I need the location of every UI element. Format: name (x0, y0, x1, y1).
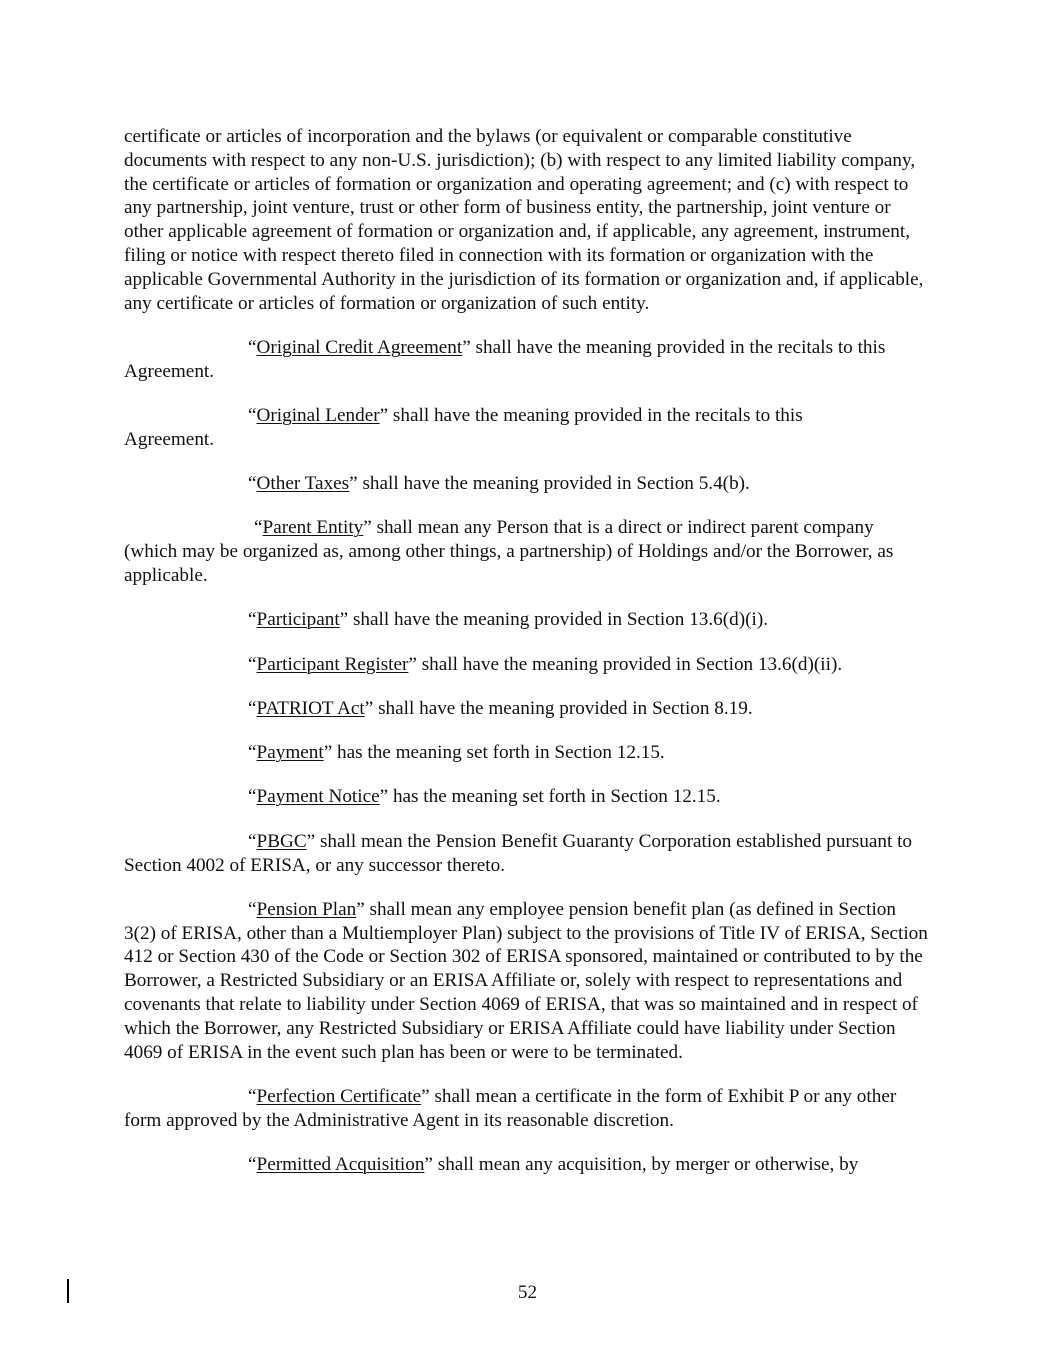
defined-term: Other Taxes (256, 473, 350, 495)
definition-pension-plan (124, 898, 928, 1065)
open-quote: “ (248, 697, 257, 719)
open-quote: “ (248, 1154, 257, 1175)
open-quote: “ (248, 609, 257, 631)
open-quote: “ (248, 786, 257, 808)
defined-term: Payment Notice (256, 786, 380, 808)
definition-text: ” shall have the meaning provided in Section 8.19. (364, 697, 753, 719)
open-quote: “ (248, 336, 257, 358)
defined-term: Pension Plan (256, 898, 357, 920)
open-quote: “ (248, 742, 257, 764)
definition-text: ” shall have the meaning provided in Section 13.6(d)(ii). (408, 653, 843, 675)
definition-original-credit-agreement (124, 336, 928, 384)
definition-text: ” shall mean a certificate in the form of Exhibit P or any other form approved by the Administrative Agent in its reasonable discretion. (124, 1085, 897, 1131)
defined-term: PATRIOT Act (256, 697, 365, 719)
definition-perfection-certificate (124, 1085, 928, 1133)
defined-term: Payment (256, 742, 324, 764)
definition-text: ” shall have the meaning provided in the recitals to this Agreement. (124, 404, 803, 450)
definition-text: ” shall have the meaning provided in Section 5.4(b). (349, 473, 750, 495)
definition-text: ” shall mean any acquisition, by merger or otherwise, by (424, 1154, 859, 1175)
defined-term: Original Credit Agreement (256, 336, 463, 358)
definition-original-lender (124, 404, 928, 452)
open-quote: “ (254, 517, 263, 539)
definition-participant (124, 608, 928, 632)
definition-payment (124, 741, 928, 765)
open-quote: “ (248, 1085, 257, 1107)
definition-other-taxes (124, 472, 928, 496)
defined-term: PBGC (256, 830, 307, 852)
defined-term: Original Lender (256, 404, 380, 426)
definition-text: ” shall mean any employee pension benefit plan (as defined in Section 3(2) of ERISA, other than a Multiemployer Plan) subject to the provisions of Title IV of ERISA, Section 412 or Section 430 of the Code or Section 302 of ERISA sponsored, maintained or contributed to by the Borrower, a Restricted Subsidiary or an ERISA Affiliate or, solely with respect to representations and covenants that relate to liability under Section 4069 of ERISA, that was so maintained and in respect of which the Borrower, any Restricted Subsidiary or ERISA Affiliate could have liability under Section 4069 of ERISA in the event such plan has been or were to be terminated. (124, 898, 928, 1063)
page-number: 52 (517, 1282, 538, 1303)
open-quote: “ (248, 653, 257, 675)
open-quote: “ (248, 830, 257, 852)
definition-patriot-act (124, 697, 928, 721)
definition-text: ” shall have the meaning provided in the recitals to this Agreement. (124, 336, 886, 382)
defined-term: Parent Entity (262, 517, 364, 539)
defined-term: Participant (256, 609, 340, 631)
definition-text: ” has the meaning set forth in Section 12.15. (379, 786, 721, 808)
definition-text: ” shall mean any Person that is a direct or indirect parent company (which may be organized as, among other things, a partnership) of Holdings and/or the Borrower, as applicable. (124, 517, 894, 586)
definition-text: ” has the meaning set forth in Section 12.15. (323, 742, 665, 764)
defined-term: Participant Register (256, 653, 409, 675)
definition-pbgc (124, 830, 928, 878)
definition-text: ” shall have the meaning provided in Section 13.6(d)(i). (339, 609, 769, 631)
document-body (124, 125, 928, 1197)
definition-parent-entity (124, 516, 928, 587)
open-quote: “ (248, 404, 257, 426)
open-quote: “ (248, 473, 257, 495)
definition-participant-register (124, 653, 928, 677)
definition-payment-notice (124, 785, 928, 809)
defined-term: Perfection Certificate (256, 1085, 422, 1107)
definition-permitted-acquisition (124, 1153, 928, 1177)
defined-term: Permitted Acquisition (256, 1154, 425, 1175)
continuation-paragraph: certificate or articles of incorporation and the bylaws (or equivalent or comparable constitutive documents with respect to any non-U.S. jurisdiction); (b) with respect to any limited liability company, the certificate or articles of formation or organization and operating agreement; and (c) with respect to any partnership, joint venture, trust or other form of business entity, the partnership, joint venture or other applicable agreement of formation or organization and, if applicable, any agreement, instrument, filing or notice with respect thereto filed in connection with its formation or organization with the applicable Governmental Authority in the jurisdiction of its formation or organization and, if applicable, any certificate or articles of formation or organization of such entity. (124, 126, 924, 314)
open-quote: “ (248, 898, 257, 920)
definition-text: ” shall mean the Pension Benefit Guaranty Corporation established pursuant to Section 4002 of ERISA, or any successor thereto. (124, 830, 912, 876)
